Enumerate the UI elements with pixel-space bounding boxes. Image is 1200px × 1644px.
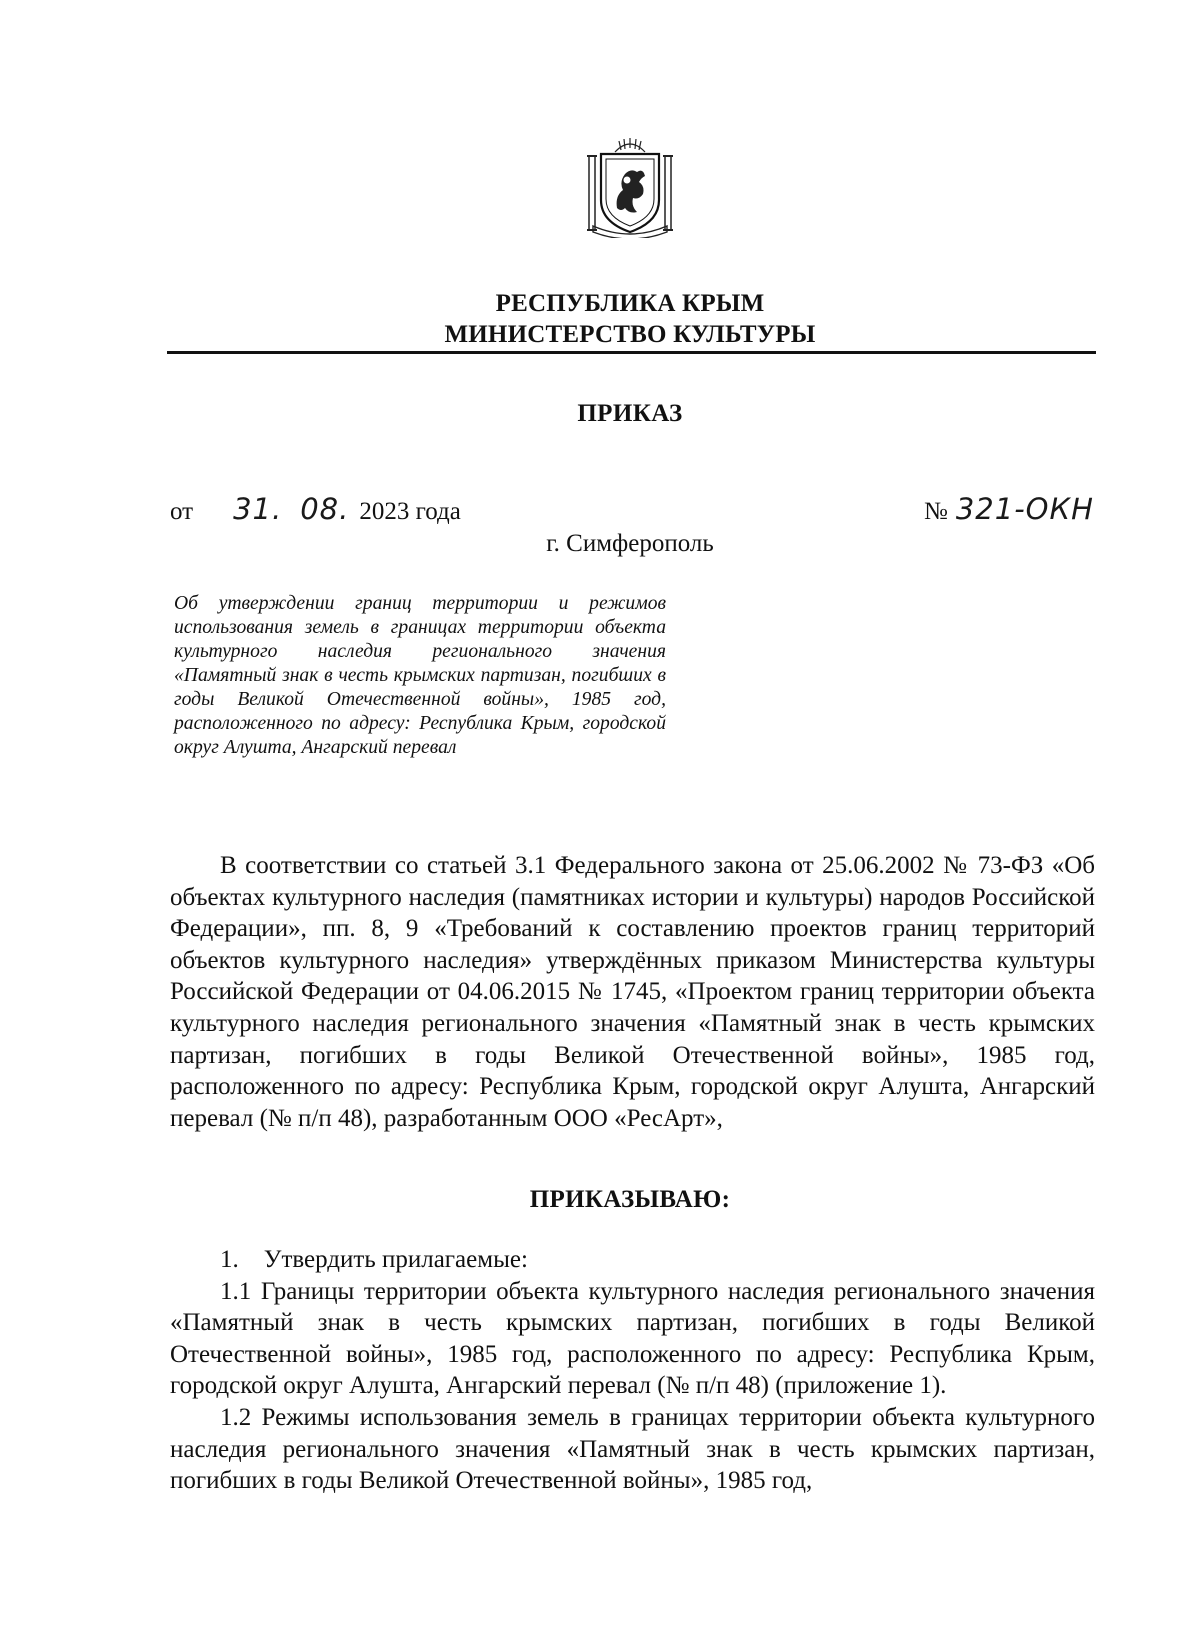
document-number <box>924 492 1094 526</box>
number-value-handwritten: 321-ОКН <box>955 492 1094 526</box>
date-prefix: от <box>170 498 194 525</box>
number-sign: № <box>924 498 948 525</box>
preamble-paragraph: В соответствии со статьей 3.1 Федерального закона от 25.06.2002 № 73-ФЗ «Об объектах культурного наследия (памятниках истории и культуры) народов Российской Федерации», пп. 8, 9 «Требований к составлению проектов границ территорий объектов культурного наследия» утверждённых приказом Министерства культуры Российской Федерации от 04.06.2015 № 1745, «Проектом границ территории объекта культурного наследия регионального значения «Памятный знак в честь крымских партизан, погибших в годы Великой Отечественной войны», 1985 год, расположенного по адресу: Республика Крым, городской округ Алушта, Ангарский перевал (№ п/п 48), разработанным ООО «РесАрт», <box>170 852 1095 1132</box>
date-day-handwritten: 31. <box>233 492 283 526</box>
item-1: 1. Утвердить прилагаемые: <box>220 1246 528 1273</box>
crimea-coat-of-arms-icon <box>585 138 675 238</box>
decree-heading: ПРИКАЗЫВАЮ: <box>529 1186 731 1213</box>
decree-items <box>170 1244 1095 1497</box>
header-ministry: МИНИСТЕРСТВО КУЛЬТУРЫ <box>444 321 816 348</box>
date-year: 2023 года <box>359 498 461 525</box>
header-republic: РЕСПУБЛИКА КРЫМ <box>495 290 765 317</box>
issuer-header <box>170 288 1090 350</box>
document-subject: Об утверждении границ территории и режимов использования земель в границах территории объекта культурного наследия регионального значения «Памятный знак в честь крымских партизан, погибших в годы Великой Отечественной войны», 1985 год, расположенного по адресу: Республика Крым, городской округ Алушта, Ангарский перевал <box>174 593 666 758</box>
item-1-1: 1.1 Границы территории объекта культурного наследия регионального значения «Памятный знак в честь крымских партизан, погибших в годы Великой Отечественной войны», 1985 год, расположенного по адресу: Республика Крым, городской округ Алушта, Ангарский перевал (№ п/п 48) (приложение 1). <box>170 1277 1095 1400</box>
document-type: ПРИКАЗ <box>577 400 683 427</box>
document-date <box>170 492 461 526</box>
item-1-2: 1.2 Режимы использования земель в границах территории объекта культурного наследия регионального значения «Памятный знак в честь крымских партизан, погибших в годы Великой Отечественной войны», 1985 год, <box>170 1403 1095 1495</box>
header-divider <box>167 351 1096 354</box>
date-month-handwritten: 08. <box>300 492 350 526</box>
document-city: г. Симферополь <box>546 530 714 557</box>
